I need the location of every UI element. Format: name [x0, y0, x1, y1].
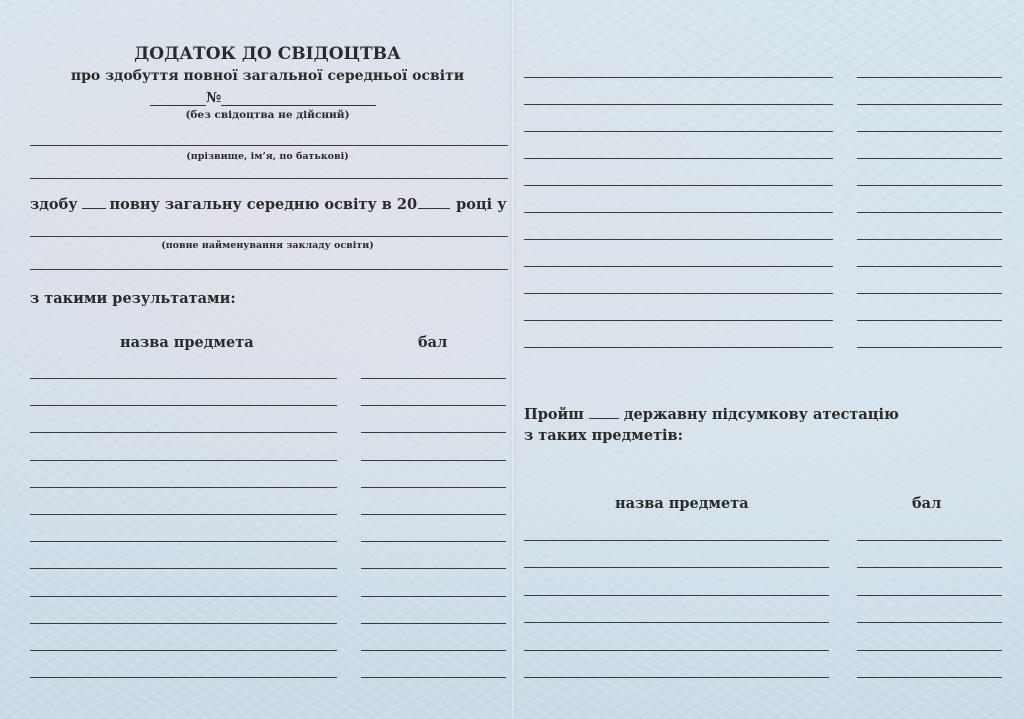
left-row-score-line[interactable] — [361, 378, 506, 379]
right-top-row-score-line[interactable] — [857, 347, 1002, 348]
right-top-row-subject-line[interactable] — [524, 131, 833, 132]
left-row-score-line[interactable] — [361, 405, 506, 406]
certificate-number-line — [150, 90, 376, 106]
obtained-sentence — [30, 194, 506, 213]
right-top-row-subject-line[interactable] — [524, 212, 833, 213]
left-row-subject-line[interactable] — [30, 650, 337, 651]
attestation-suffix: державну підсумкову атестацію — [623, 406, 899, 423]
left-row-subject-line[interactable] — [30, 514, 337, 515]
right-score-header: бал — [912, 495, 942, 512]
left-row-subject-line[interactable] — [30, 378, 337, 379]
left-row-subject-line[interactable] — [30, 432, 337, 433]
number-blank[interactable] — [221, 91, 376, 106]
right-top-row-subject-line[interactable] — [524, 104, 833, 105]
left-row-score-line[interactable] — [361, 514, 506, 515]
right-top-row-score-line[interactable] — [857, 293, 1002, 294]
left-row-score-line[interactable] — [361, 541, 506, 542]
right-top-row-score-line[interactable] — [857, 320, 1002, 321]
obtained-prefix: здобу — [30, 196, 78, 213]
right-bottom-row-subject-line[interactable] — [524, 595, 829, 596]
document-title: ДОДАТОК ДО СВІДОЦТВА — [134, 44, 401, 64]
right-bottom-row-subject-line[interactable] — [524, 540, 829, 541]
left-row-subject-line[interactable] — [30, 487, 337, 488]
right-top-row-subject-line[interactable] — [524, 239, 833, 240]
right-top-row-score-line[interactable] — [857, 104, 1002, 105]
right-top-row-subject-line[interactable] — [524, 185, 833, 186]
right-bottom-row-subject-line[interactable] — [524, 622, 829, 623]
attestation-sentence — [524, 404, 899, 423]
results-heading: з такими результатами: — [30, 290, 236, 307]
attestation-ending-blank[interactable] — [589, 404, 619, 419]
left-row-score-line[interactable] — [361, 650, 506, 651]
left-row-score-line[interactable] — [361, 487, 506, 488]
name-line[interactable] — [30, 145, 508, 146]
right-top-row-subject-line[interactable] — [524, 77, 833, 78]
right-top-row-score-line[interactable] — [857, 77, 1002, 78]
page-fold — [510, 0, 516, 719]
right-top-row-subject-line[interactable] — [524, 293, 833, 294]
obtained-suffix: році у — [456, 196, 507, 213]
right-bottom-row-subject-line[interactable] — [524, 677, 829, 678]
right-top-row-subject-line[interactable] — [524, 158, 833, 159]
left-row-subject-line[interactable] — [30, 460, 337, 461]
right-bottom-row-subject-line[interactable] — [524, 567, 829, 568]
validity-note: (без свідоцтва не дійсний) — [185, 109, 350, 121]
left-row-score-line[interactable] — [361, 432, 506, 433]
right-bottom-row-score-line[interactable] — [857, 567, 1002, 568]
series-blank[interactable] — [150, 91, 206, 106]
left-row-score-line[interactable] — [361, 623, 506, 624]
left-row-subject-line[interactable] — [30, 568, 337, 569]
right-top-row-score-line[interactable] — [857, 266, 1002, 267]
right-top-row-score-line[interactable] — [857, 212, 1002, 213]
attestation-prefix: Пройш — [524, 406, 584, 423]
right-top-row-score-line[interactable] — [857, 239, 1002, 240]
right-top-row-score-line[interactable] — [857, 131, 1002, 132]
left-row-subject-line[interactable] — [30, 623, 337, 624]
name-caption: (прізвище, ім’я, по батькові) — [186, 151, 349, 162]
left-row-score-line[interactable] — [361, 677, 506, 678]
right-top-row-score-line[interactable] — [857, 185, 1002, 186]
institution-caption: (повне найменування закладу освіти) — [161, 240, 374, 251]
left-row-score-line[interactable] — [361, 460, 506, 461]
right-top-row-subject-line[interactable] — [524, 266, 833, 267]
right-bottom-row-subject-line[interactable] — [524, 650, 829, 651]
right-bottom-row-score-line[interactable] — [857, 622, 1002, 623]
left-row-subject-line[interactable] — [30, 541, 337, 542]
right-bottom-row-score-line[interactable] — [857, 650, 1002, 651]
left-subject-header: назва предмета — [120, 334, 254, 351]
right-bottom-row-score-line[interactable] — [857, 595, 1002, 596]
left-row-subject-line[interactable] — [30, 596, 337, 597]
year-blank[interactable] — [418, 194, 450, 209]
left-row-subject-line[interactable] — [30, 677, 337, 678]
institution-line-2[interactable] — [30, 269, 508, 270]
right-bottom-row-score-line[interactable] — [857, 677, 1002, 678]
name-line-2[interactable] — [30, 178, 508, 179]
left-row-subject-line[interactable] — [30, 405, 337, 406]
number-sign: № — [206, 90, 222, 106]
left-row-score-line[interactable] — [361, 596, 506, 597]
right-subject-header: назва предмета — [615, 495, 749, 512]
right-bottom-row-score-line[interactable] — [857, 540, 1002, 541]
institution-line[interactable] — [30, 236, 508, 237]
right-top-row-score-line[interactable] — [857, 158, 1002, 159]
document-subtitle: про здобуття повної загальної середньої освіти — [70, 68, 465, 84]
left-row-score-line[interactable] — [361, 568, 506, 569]
attestation-line2: з таких предметів: — [524, 427, 683, 444]
obtained-middle: повну загальну середню освіту в 20 — [109, 196, 418, 213]
right-top-row-subject-line[interactable] — [524, 320, 833, 321]
right-top-row-subject-line[interactable] — [524, 347, 833, 348]
left-score-header: бал — [418, 334, 448, 351]
ending-blank[interactable] — [82, 194, 106, 209]
